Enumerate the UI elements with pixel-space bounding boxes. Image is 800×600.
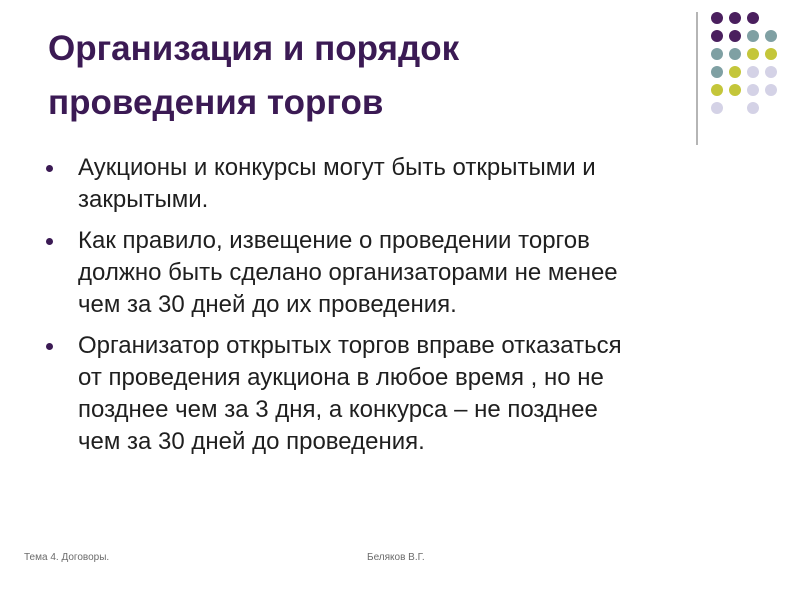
- title-divider: [696, 12, 698, 145]
- bullet-text-line: Как правило, извещение о проведении торгов: [78, 227, 590, 254]
- decorative-dot: [711, 66, 723, 78]
- title-line: проведения торгов: [48, 83, 384, 122]
- decorative-dot: [729, 84, 741, 96]
- decorative-dot: [711, 84, 723, 96]
- bullet-item: [44, 330, 744, 458]
- bullet-text-line: позднее чем за 3 дня, а конкурса – не позднее: [78, 396, 598, 423]
- bullet-dot-icon: [46, 343, 53, 350]
- decorative-dot: [729, 12, 741, 24]
- decorative-dot: [765, 84, 777, 96]
- bullet-text-line: должно быть сделано организаторами не менее: [78, 259, 618, 286]
- bullet-list: [44, 152, 744, 467]
- decorative-dot: [765, 30, 777, 42]
- decorative-dot: [765, 48, 777, 60]
- decorative-dot: [711, 102, 723, 114]
- footer-topic: Тема 4. Договоры.: [24, 552, 110, 563]
- decorative-dot: [747, 30, 759, 42]
- bullet-item: [44, 152, 744, 216]
- decorative-dot: [729, 48, 741, 60]
- title-line: Организация и порядок: [48, 29, 460, 68]
- decorative-dot: [765, 66, 777, 78]
- bullet-text-line: чем за 30 дней до проведения.: [78, 428, 425, 455]
- decorative-dot: [711, 30, 723, 42]
- decorative-dot: [747, 48, 759, 60]
- slide-title: [48, 22, 668, 130]
- bullet-dot-icon: [46, 238, 53, 245]
- decorative-dot: [711, 12, 723, 24]
- footer-author: Беляков В.Г.: [367, 552, 425, 563]
- decorative-dot: [747, 102, 759, 114]
- decorative-dot: [729, 66, 741, 78]
- decorative-dot: [729, 30, 741, 42]
- bullet-text-line: закрытыми.: [78, 186, 209, 213]
- bullet-text-line: Аукционы и конкурсы могут быть открытыми и: [78, 154, 596, 181]
- bullet-text-line: Организатор открытых торгов вправе отказаться: [78, 332, 622, 359]
- decorative-dot: [747, 12, 759, 24]
- decorative-dot: [747, 66, 759, 78]
- decorative-dot: [711, 48, 723, 60]
- bullet-item: [44, 225, 744, 321]
- decorative-dot: [747, 84, 759, 96]
- bullet-dot-icon: [46, 165, 53, 172]
- bullet-text-line: от проведения аукциона в любое время , но не: [78, 364, 604, 391]
- bullet-text-line: чем за 30 дней до их проведения.: [78, 291, 457, 318]
